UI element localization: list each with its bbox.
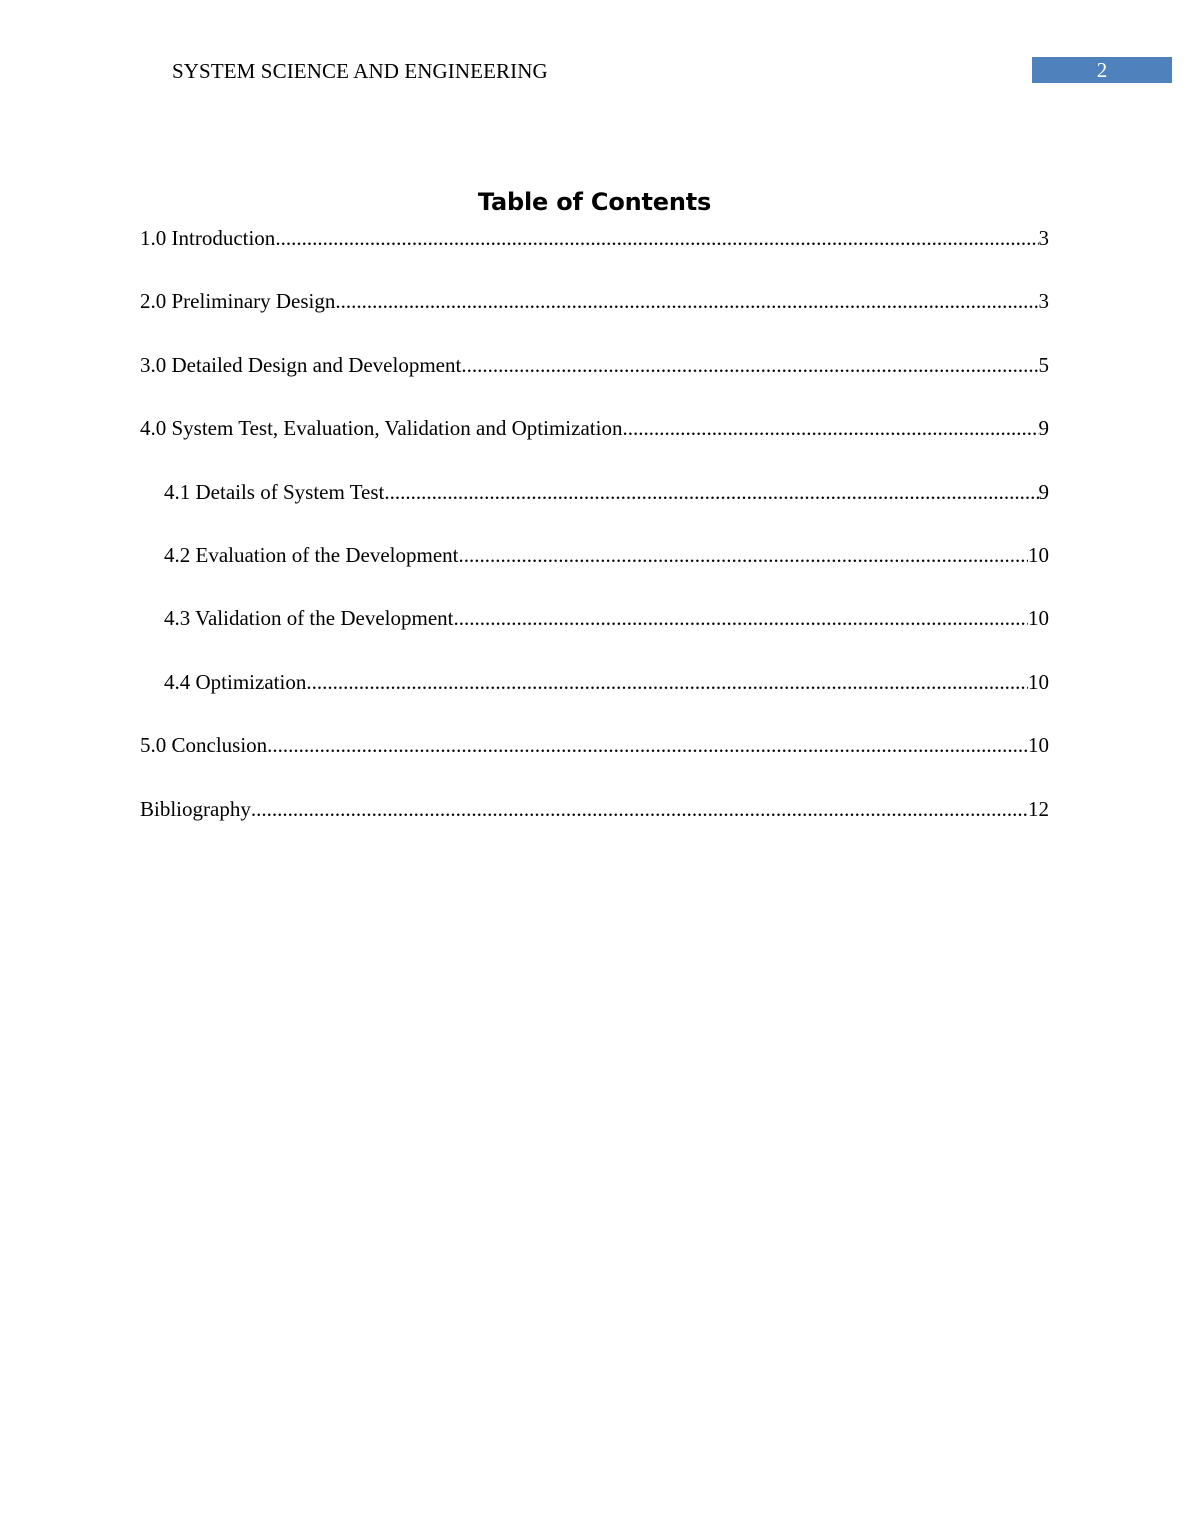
toc-entry-label: Bibliography [140,796,251,821]
toc-dot-leader [622,414,1038,442]
toc-entry-detailed-design[interactable] [140,351,1049,414]
toc-title: Table of Contents [477,188,712,216]
toc-dot-leader [453,604,1028,632]
toc-entry-page: 3 [1038,226,1049,250]
toc-entry-page: 9 [1038,416,1049,441]
toc-dot-leader [461,351,1038,379]
toc-entry-page: 10 [1028,606,1049,631]
toc-dot-leader [306,668,1028,696]
toc-entry-introduction[interactable] [140,224,1049,287]
toc-entry-label: 4.1 Details of System Test [164,479,385,504]
toc-entry-page: 10 [1028,542,1049,567]
toc-entry-label: 4.4 Optimization [164,669,307,694]
toc-entry-system-test[interactable] [140,414,1049,477]
toc-dot-leader [251,795,1028,823]
toc-entry-label: 4.0 System Test, Evaluation, Validation and Optimization [140,416,623,441]
toc-entry-label: 3.0 Detailed Design and Development [140,352,462,377]
toc-entry-page: 9 [1038,479,1049,504]
toc-entry-label: 2.0 Preliminary Design [140,289,336,314]
toc-entry-details-of-system-test[interactable] [140,478,1049,541]
toc-entry-conclusion[interactable] [140,731,1049,794]
toc-dot-leader [384,478,1038,506]
toc-entry-validation[interactable] [140,604,1049,667]
toc-entry-label: 5.0 Conclusion [140,733,268,758]
toc-entry-label: 4.2 Evaluation of the Development [164,542,459,567]
toc-entry-label: 4.3 Validation of the Development [164,606,454,631]
page-number-badge: 2 [1032,57,1172,83]
toc-dot-leader [459,541,1028,569]
toc-entry-label: 1.0 Introduction [140,226,276,250]
toc-dot-leader [267,731,1028,759]
running-head: SYSTEM SCIENCE AND ENGINEERING [172,59,548,83]
toc-entry-evaluation[interactable] [140,541,1049,604]
toc-dot-leader [335,287,1038,315]
toc-entry-preliminary-design[interactable] [140,287,1049,350]
toc-entry-page: 10 [1028,733,1049,758]
toc-entry-page: 10 [1028,669,1049,694]
toc-entry-page: 12 [1028,796,1049,821]
toc-dot-leader [275,224,1038,252]
toc-entry-page: 3 [1038,289,1049,314]
toc-entry-page: 5 [1038,352,1049,377]
toc-entry-optimization[interactable] [140,668,1049,731]
toc-entry-bibliography[interactable] [140,795,1049,858]
toc-list [140,224,1049,858]
